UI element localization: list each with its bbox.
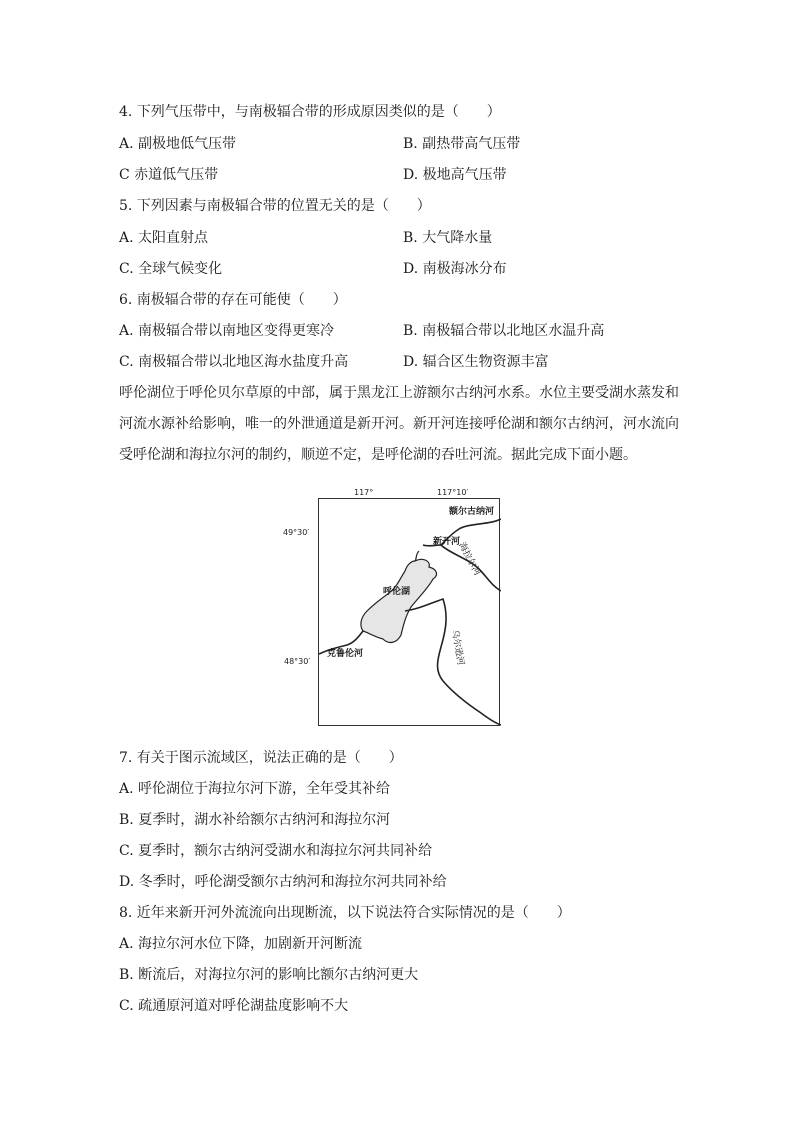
q7-option-a: A. 呼伦湖位于海拉尔河下游，全年受其补给 bbox=[119, 781, 391, 797]
q6-option-d: D. 辐合区生物资源丰富 bbox=[403, 354, 549, 370]
q5-option-a: A. 太阳直射点 bbox=[119, 230, 209, 246]
q4-option-a: A. 副极地低气压带 bbox=[119, 136, 237, 152]
q8-option-a: A. 海拉尔河水位下降，加剧新开河断流 bbox=[119, 936, 363, 952]
q6-option-b: B. 南极辐合带以北地区水温升高 bbox=[403, 323, 605, 339]
q4-option-d: D. 极地高气压带 bbox=[403, 167, 507, 183]
map-lon-117-10: 117°10′ bbox=[437, 488, 469, 497]
q4-option-b: B. 副热带高气压带 bbox=[403, 136, 521, 152]
label-kelulun: 克鲁伦河 bbox=[327, 649, 364, 659]
q7-option-b: B. 夏季时，湖水补给额尔古纳河和海拉尔河 bbox=[119, 812, 391, 828]
q7-option-c: C. 夏季时，额尔古纳河受湖水和海拉尔河共同补给 bbox=[119, 843, 433, 859]
q8-option-b: B. 断流后，对海拉尔河的影响比额尔古纳河更大 bbox=[119, 967, 419, 983]
map-lat-48-30: 48°30′ bbox=[284, 657, 311, 666]
q8-option-c: C. 疏通原河道对呼伦湖盐度影响不大 bbox=[119, 998, 349, 1014]
passage-text: 呼伦湖位于呼伦贝尔草原的中部，属于黑龙江上游额尔古纳河水系。水位主要受湖水蒸发和河流水源补给影响，唯一的外泄通道是新开河。新开河连接呼伦湖和额尔古纳河，河水流向受呼伦湖和海拉尔河的制约，顺逆不定，是呼伦湖的吞吐河流。据此完成下面小题。 bbox=[119, 385, 679, 463]
label-erguna: 额尔古纳河 bbox=[449, 507, 495, 517]
map-lon-117: 117° bbox=[354, 488, 374, 497]
wuerxun-river bbox=[405, 599, 501, 725]
q5-option-c: C. 全球气候变化 bbox=[119, 261, 223, 277]
q4-stem: 4. 下列气压带中，与南极辐合带的形成原因类似的是（ ） bbox=[119, 104, 501, 120]
q4-option-c: C 赤道低气压带 bbox=[119, 167, 219, 183]
map-drawing bbox=[319, 499, 501, 727]
label-hailar: 海拉尔河 bbox=[456, 541, 482, 578]
q6-option-c: C. 南极辐合带以北地区海水盐度升高 bbox=[119, 354, 349, 370]
q5-stem: 5. 下列因素与南极辐合带的位置无关的是（ ） bbox=[119, 198, 431, 214]
label-hulun: 呼伦湖 bbox=[383, 587, 411, 597]
q8-stem: 8. 近年来新开河外流流向出现断流，以下说法符合实际情况的是（ ） bbox=[119, 905, 571, 921]
hulun-lake bbox=[361, 559, 437, 642]
q6-stem: 6. 南极辐合带的存在可能使（ ） bbox=[119, 292, 347, 308]
hulun-lake-map bbox=[318, 498, 500, 726]
q6-option-a: A. 南极辐合带以南地区变得更寒冷 bbox=[119, 323, 335, 339]
map-lat-49-30: 49°30′ bbox=[283, 528, 310, 537]
q7-stem: 7. 有关于图示流域区，说法正确的是（ ） bbox=[119, 750, 403, 766]
q5-option-d: D. 南极海冰分布 bbox=[403, 261, 507, 277]
label-wuerxun: 乌尔逊河 bbox=[449, 629, 466, 667]
q5-option-b: B. 大气降水量 bbox=[403, 230, 493, 246]
q7-option-d: D. 冬季时，呼伦湖受额尔古纳河和海拉尔河共同补给 bbox=[119, 874, 447, 890]
label-xinkai: 新开河 bbox=[433, 537, 461, 547]
